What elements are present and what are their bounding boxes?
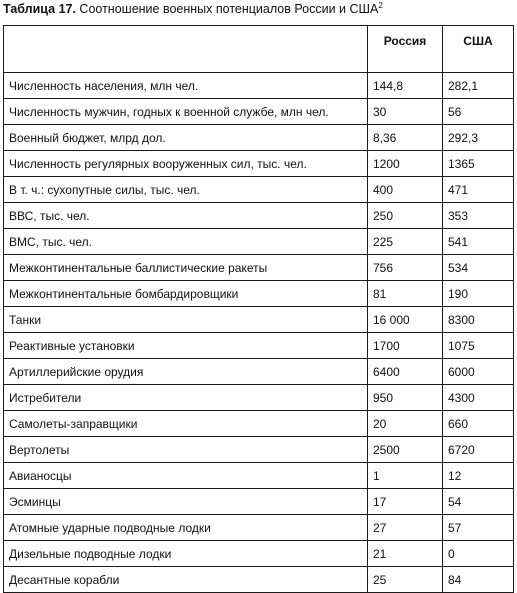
row-label: Численность населения, млн чел. — [4, 73, 368, 99]
caption-text: Соотношение военных потенциалов России и США — [75, 2, 379, 16]
russia-value: 17 — [368, 489, 443, 515]
russia-value: 1700 — [368, 333, 443, 359]
table-row — [4, 489, 514, 515]
russia-value: 27 — [368, 515, 443, 541]
caption-label: Таблица 17. — [3, 2, 76, 16]
row-label: Дизельные подводные лодки — [4, 541, 368, 567]
military-potential-table — [3, 25, 514, 593]
table-caption — [3, 0, 383, 18]
table-row — [4, 437, 514, 463]
row-label: Авианосцы — [4, 463, 368, 489]
russia-value: 225 — [368, 229, 443, 255]
usa-value: 8300 — [443, 307, 514, 333]
usa-value: 84 — [443, 567, 514, 593]
russia-value: 25 — [368, 567, 443, 593]
table-row — [4, 307, 514, 333]
usa-value: 54 — [443, 489, 514, 515]
russia-value: 756 — [368, 255, 443, 281]
usa-value: 660 — [443, 411, 514, 437]
row-label: Численность регулярных вооруженных сил, тыс. чел. — [4, 151, 368, 177]
header-russia: Россия — [368, 26, 443, 73]
row-label: В т. ч.: сухопутные силы, тыс. чел. — [4, 177, 368, 203]
russia-value: 1200 — [368, 151, 443, 177]
russia-value: 16 000 — [368, 307, 443, 333]
row-label: Артиллерийские орудия — [4, 359, 368, 385]
header-indicator — [4, 26, 368, 73]
table-row — [4, 73, 514, 99]
usa-value: 534 — [443, 255, 514, 281]
caption-footnote: 2 — [378, 0, 383, 10]
table-row — [4, 151, 514, 177]
row-label: Самолеты-заправщики — [4, 411, 368, 437]
usa-value: 292,3 — [443, 125, 514, 151]
table-row — [4, 281, 514, 307]
table-row — [4, 515, 514, 541]
usa-value: 282,1 — [443, 73, 514, 99]
usa-value: 190 — [443, 281, 514, 307]
russia-value: 1 — [368, 463, 443, 489]
table-row — [4, 177, 514, 203]
row-label: Межконтинентальные баллистические ракеты — [4, 255, 368, 281]
table-row — [4, 99, 514, 125]
russia-value: 144,8 — [368, 73, 443, 99]
table-row — [4, 541, 514, 567]
row-label: Истребители — [4, 385, 368, 411]
usa-value: 1075 — [443, 333, 514, 359]
usa-value: 471 — [443, 177, 514, 203]
usa-value: 353 — [443, 203, 514, 229]
russia-value: 21 — [368, 541, 443, 567]
usa-value: 541 — [443, 229, 514, 255]
russia-value: 2500 — [368, 437, 443, 463]
table-row — [4, 333, 514, 359]
russia-value: 400 — [368, 177, 443, 203]
usa-value: 1365 — [443, 151, 514, 177]
header-row — [4, 26, 514, 73]
row-label: Реактивные установки — [4, 333, 368, 359]
usa-value: 12 — [443, 463, 514, 489]
table-row — [4, 359, 514, 385]
table-row — [4, 463, 514, 489]
usa-value: 4300 — [443, 385, 514, 411]
russia-value: 20 — [368, 411, 443, 437]
russia-value: 250 — [368, 203, 443, 229]
row-label: Десантные корабли — [4, 567, 368, 593]
row-label: Вертолеты — [4, 437, 368, 463]
row-label: Численность мужчин, годных к военной службе, млн чел. — [4, 99, 368, 125]
russia-value: 950 — [368, 385, 443, 411]
table-row — [4, 567, 514, 593]
header-usa: США — [443, 26, 514, 73]
usa-value: 0 — [443, 541, 514, 567]
table-row — [4, 385, 514, 411]
usa-value: 57 — [443, 515, 514, 541]
table-row — [4, 203, 514, 229]
row-label: Военный бюджет, млрд дол. — [4, 125, 368, 151]
row-label: ВМС, тыс. чел. — [4, 229, 368, 255]
russia-value: 30 — [368, 99, 443, 125]
russia-value: 81 — [368, 281, 443, 307]
usa-value: 6000 — [443, 359, 514, 385]
row-label: Эсминцы — [4, 489, 368, 515]
usa-value: 6720 — [443, 437, 514, 463]
table-row — [4, 411, 514, 437]
row-label: ВВС, тыс. чел. — [4, 203, 368, 229]
russia-value: 6400 — [368, 359, 443, 385]
table-row — [4, 125, 514, 151]
russia-value: 8,36 — [368, 125, 443, 151]
table-row — [4, 255, 514, 281]
row-label: Атомные ударные подводные лодки — [4, 515, 368, 541]
row-label: Межконтинентальные бомбардировщики — [4, 281, 368, 307]
usa-value: 56 — [443, 99, 514, 125]
row-label: Танки — [4, 307, 368, 333]
table-row — [4, 229, 514, 255]
